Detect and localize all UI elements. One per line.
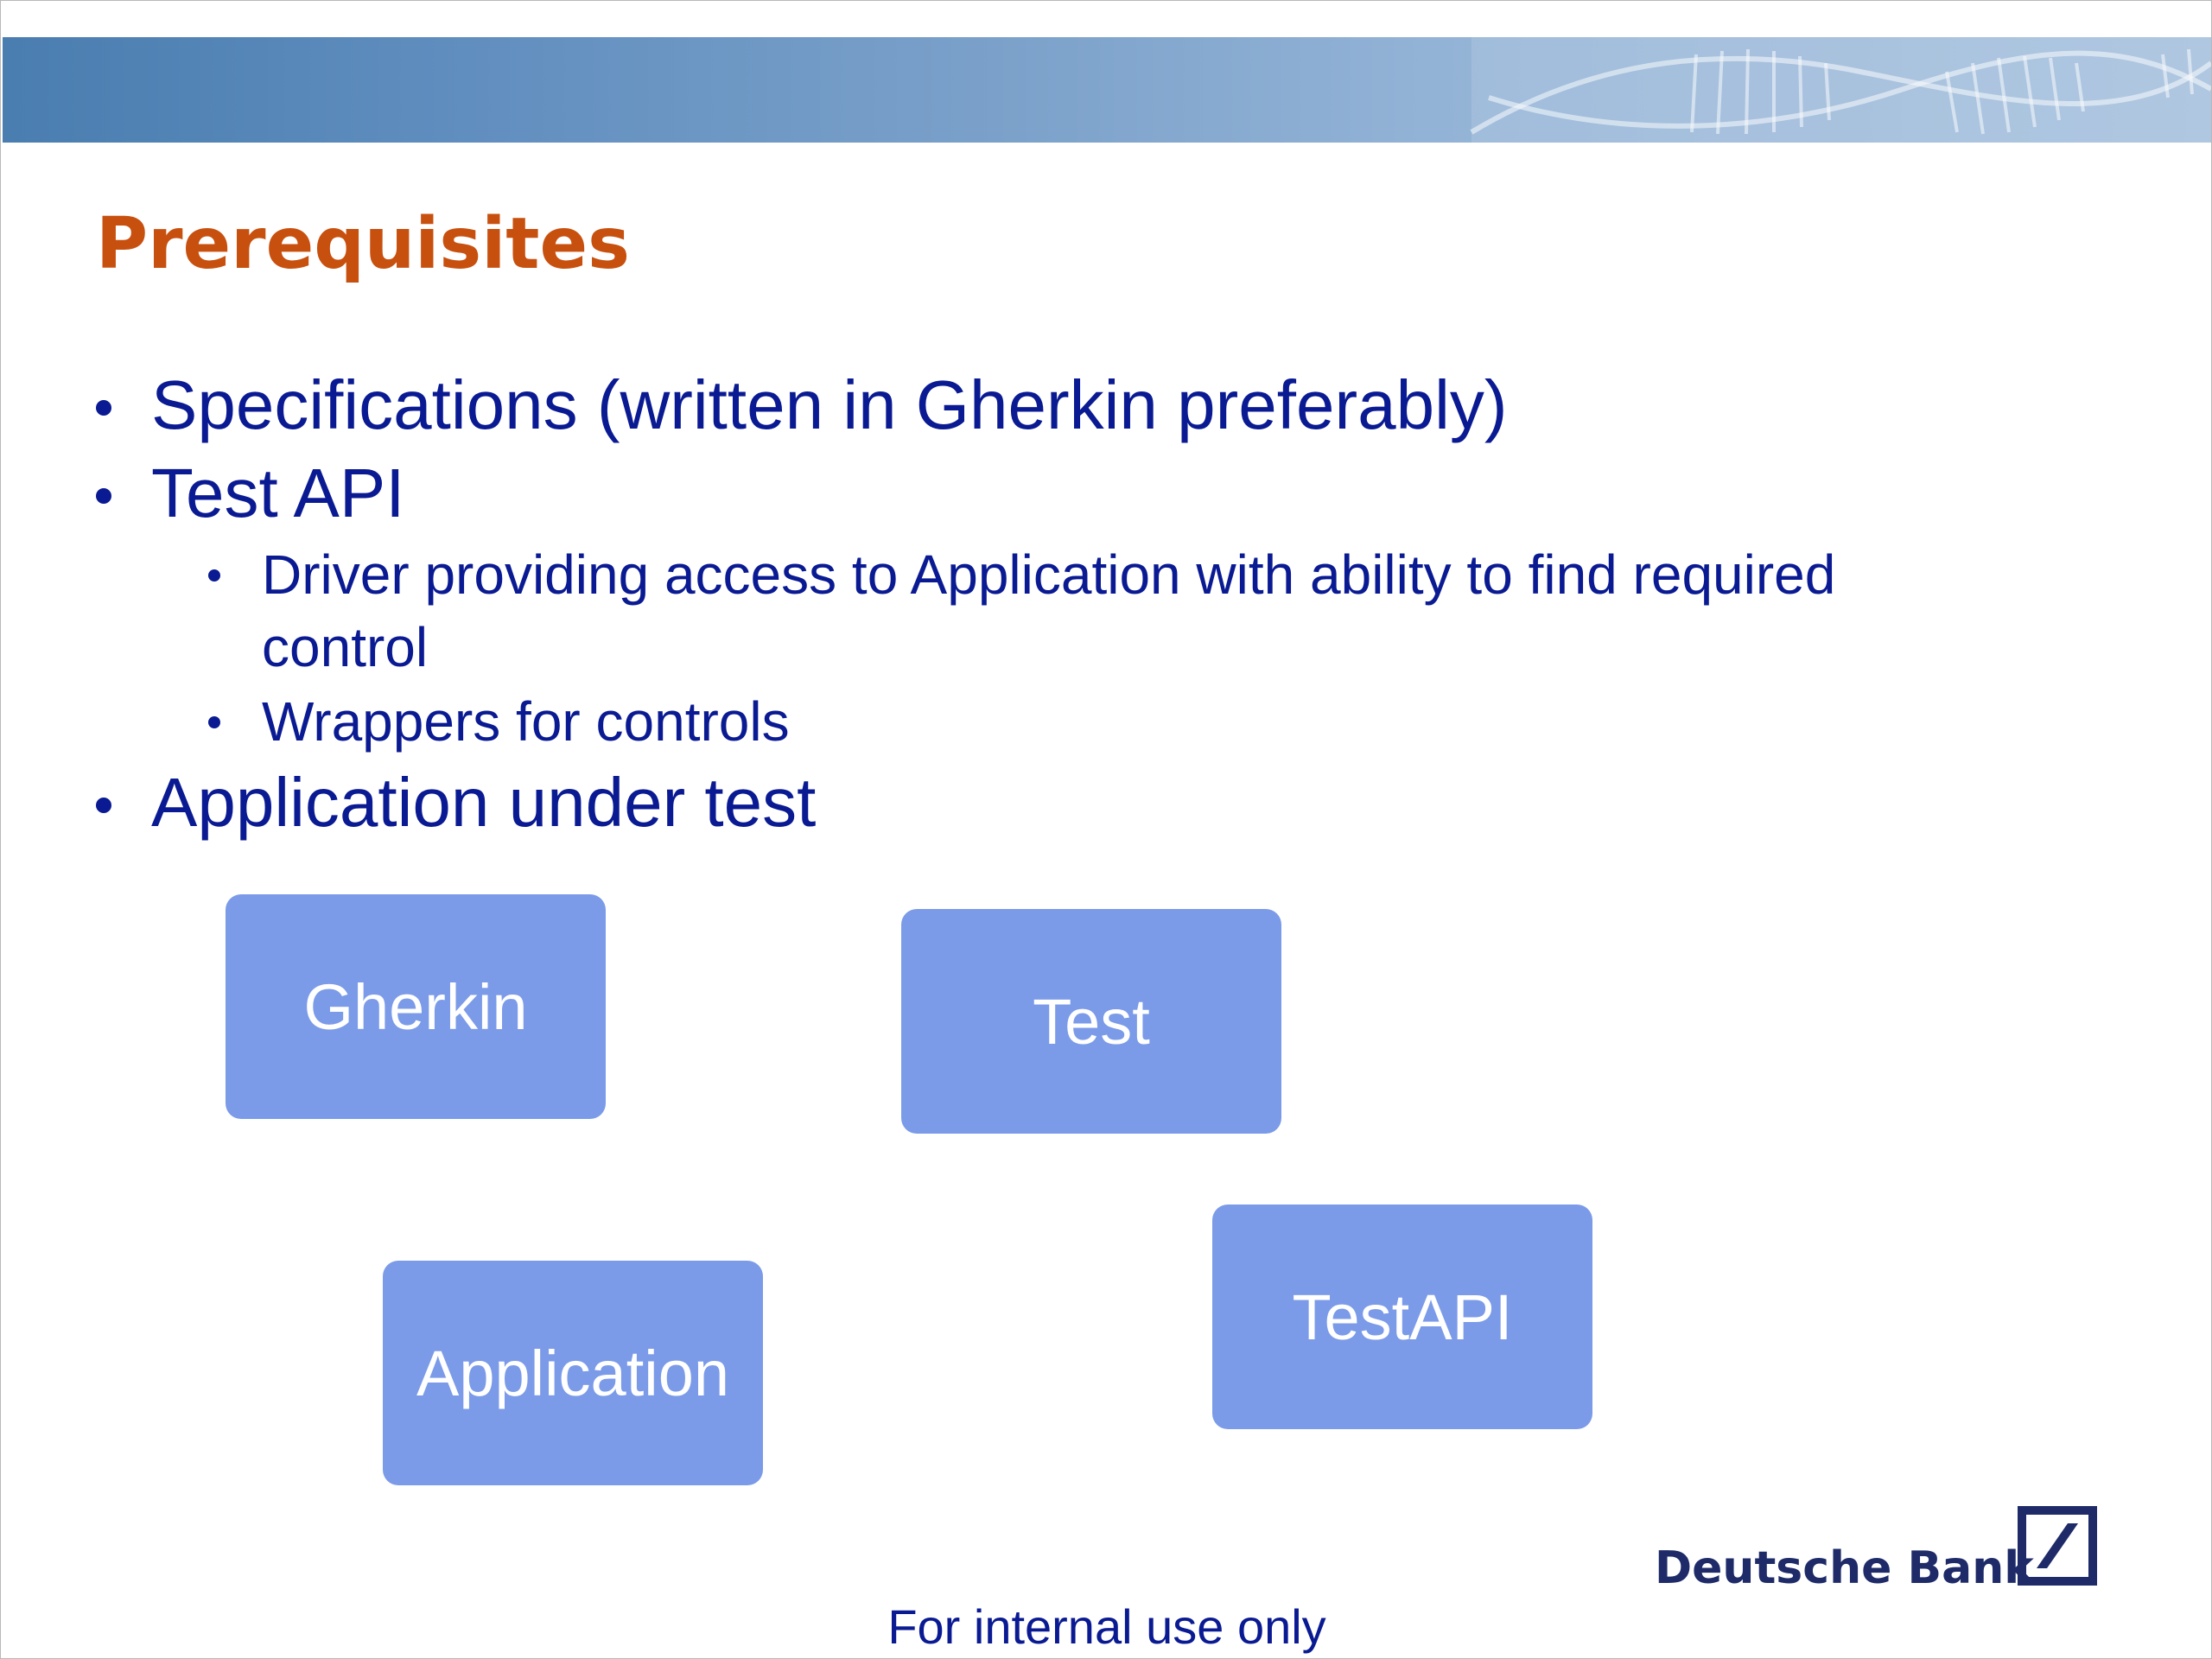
diagram-box-label: Gherkin — [303, 970, 528, 1043]
diagram-box-label: Application — [416, 1337, 729, 1409]
bullet-text: Test API — [151, 454, 405, 531]
bullet-dot-icon — [96, 488, 111, 504]
bullet-list — [1, 1, 2212, 865]
sub-bullet-text: Driver providing access to Application with ability to find required — [262, 543, 1836, 606]
sub-bullet-text: control — [262, 616, 429, 678]
diagram-box-gherkin — [226, 894, 606, 1119]
sub-bullet-continuation — [262, 611, 428, 683]
bullet-dot-icon — [96, 400, 111, 416]
footer-note: For internal use only — [887, 1599, 1326, 1654]
bullet-dot-icon — [208, 716, 220, 728]
sub-bullet-item — [262, 538, 1835, 611]
bullet-dot-icon — [208, 569, 220, 582]
slide-title: Prerequisites — [96, 203, 630, 285]
diagram-box-label: Test — [1033, 985, 1150, 1058]
bullet-text: Application under test — [151, 764, 817, 841]
bullet-item — [151, 761, 816, 844]
bullet-text: Specifications (written in Gherkin preferably) — [151, 366, 1508, 443]
deutsche-bank-slash-icon — [2018, 1506, 2097, 1586]
diagram-box-test — [901, 909, 1281, 1134]
diagram-box-application — [383, 1261, 763, 1485]
bullet-dot-icon — [96, 798, 111, 813]
sub-bullet-text: Wrappers for controls — [262, 690, 790, 753]
sub-bullet-item — [262, 685, 790, 758]
diagram-box-label: TestAPI — [1292, 1281, 1513, 1353]
bullet-item — [151, 452, 404, 535]
diagram-box-testapi — [1212, 1205, 1592, 1429]
bullet-item — [151, 364, 1508, 447]
company-logo-text: Deutsche Bank — [1655, 1542, 2034, 1594]
